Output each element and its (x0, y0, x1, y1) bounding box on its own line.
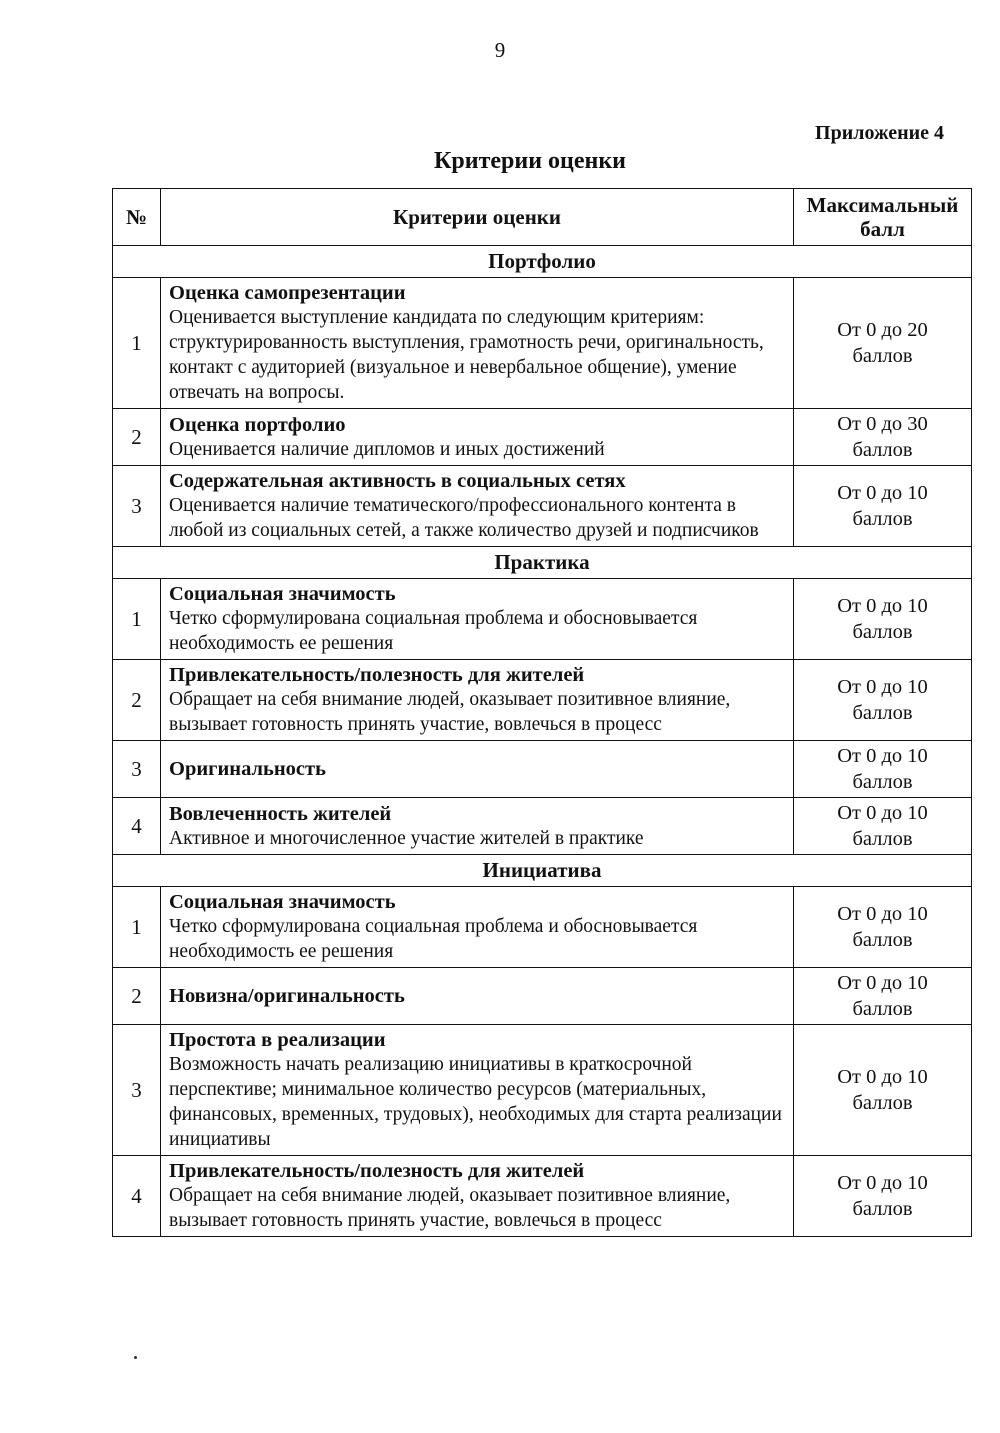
criterion-title: Оценка портфолио (169, 413, 346, 436)
header-max-score: Максимальный балл (794, 189, 972, 246)
row-number: 1 (113, 579, 161, 660)
criterion-description: Обращает на себя внимание людей, оказывает позитивное влияние, вызывает готовность принять участие, вовлечься в процесс (169, 1185, 731, 1231)
max-score: От 0 до 10 баллов (794, 887, 972, 968)
document-title: Критерии оценки (434, 148, 626, 174)
section-title: Портфолио (113, 246, 972, 278)
criterion-description: Оценивается наличие дипломов и иных достижений (169, 438, 605, 460)
criterion-description: Оценивается наличие тематического/профессионального контента в любой из социальных сетей, а также количество друзей и подписчиков (169, 495, 759, 541)
max-score: От 0 до 30 баллов (794, 409, 972, 466)
criterion-title: Оценка самопрезентации (169, 282, 406, 304)
header-criteria: Критерии оценки (161, 189, 794, 246)
row-number: 4 (113, 798, 161, 855)
row-number: 2 (113, 968, 161, 1025)
criterion-description: Активное и многочисленное участие жителей в практике (169, 827, 644, 849)
max-score: От 0 до 10 баллов (794, 579, 972, 660)
header-row (113, 189, 972, 246)
criterion-cell (161, 579, 794, 660)
row-number: 2 (113, 660, 161, 741)
table-row (113, 798, 972, 855)
criterion-description: Обращает на себя внимание людей, оказывает позитивное влияние, вызывает готовность принять участие, вовлечься в процесс (169, 689, 731, 735)
section-row (113, 855, 972, 887)
criterion-cell (161, 1025, 794, 1156)
max-score: От 0 до 10 баллов (794, 466, 972, 547)
criterion-title: Новизна/оригинальность (169, 985, 405, 1007)
max-score: От 0 до 10 баллов (794, 968, 972, 1025)
table-row (113, 466, 972, 547)
table-row (113, 278, 972, 409)
criterion-title: Оригинальность (169, 758, 326, 780)
table-row (113, 409, 972, 466)
criterion-description: Оценивается выступление кандидата по следующим критериям: структурированность выступления, грамотность речи, оригинальность, контакт с аудиторией (визуальное и невербальное общение), умение отвечать на вопросы. (169, 307, 764, 403)
criterion-cell (161, 1156, 794, 1237)
table-body (113, 246, 972, 1237)
criterion-cell (161, 798, 794, 855)
max-score: От 0 до 10 баллов (794, 1025, 972, 1156)
table-row (113, 1025, 972, 1156)
criterion-cell (161, 741, 794, 798)
header-num: № (113, 189, 161, 246)
table-row (113, 887, 972, 968)
max-score: От 0 до 10 баллов (794, 741, 972, 798)
section-title: Инициатива (113, 855, 972, 887)
criterion-title: Социальная значимость (169, 891, 396, 913)
max-score: От 0 до 10 баллов (794, 1156, 972, 1237)
row-number: 1 (113, 278, 161, 409)
row-number: 3 (113, 466, 161, 547)
table-row (113, 579, 972, 660)
section-title: Практика (113, 547, 972, 579)
row-number: 2 (113, 409, 161, 466)
criterion-title: Простота в реализации (169, 1029, 386, 1051)
row-number: 4 (113, 1156, 161, 1237)
criterion-cell (161, 887, 794, 968)
section-row (113, 547, 972, 579)
max-score: От 0 до 20 баллов (794, 278, 972, 409)
criterion-cell (161, 409, 794, 466)
criterion-cell (161, 466, 794, 547)
table-header (113, 189, 972, 246)
criterion-title: Привлекательность/полезность для жителей (169, 664, 585, 686)
criterion-cell (161, 278, 794, 409)
row-number: 3 (113, 741, 161, 798)
section-row (113, 246, 972, 278)
max-score: От 0 до 10 баллов (794, 660, 972, 741)
row-number: 3 (113, 1025, 161, 1156)
max-score: От 0 до 10 баллов (794, 798, 972, 855)
criterion-title: Вовлеченность жителей (169, 802, 392, 825)
criterion-title: Социальная значимость (169, 583, 396, 605)
appendix-label: Приложение 4 (815, 122, 944, 144)
table-row (113, 741, 972, 798)
table-row (113, 1156, 972, 1237)
criteria-table (112, 188, 972, 1237)
criterion-description: Возможность начать реализацию инициативы в краткосрочной перспективе; минимальное количество ресурсов (материальных, финансовых, временных, трудовых), необходимых для старта реализации инициативы (169, 1054, 782, 1150)
table-row (113, 660, 972, 741)
criterion-cell (161, 968, 794, 1025)
criterion-cell (161, 660, 794, 741)
scan-mark (134, 1356, 137, 1359)
page-number: 9 (494, 38, 506, 62)
criterion-description: Четко сформулирована социальная проблема и обосновывается необходимость ее решения (169, 916, 698, 962)
row-number: 1 (113, 887, 161, 968)
criterion-title: Привлекательность/полезность для жителей (169, 1160, 585, 1182)
table-row (113, 968, 972, 1025)
criterion-title: Содержательная активность в социальных сетях (169, 470, 626, 492)
criterion-description: Четко сформулирована социальная проблема и обосновывается необходимость ее решения (169, 608, 698, 654)
